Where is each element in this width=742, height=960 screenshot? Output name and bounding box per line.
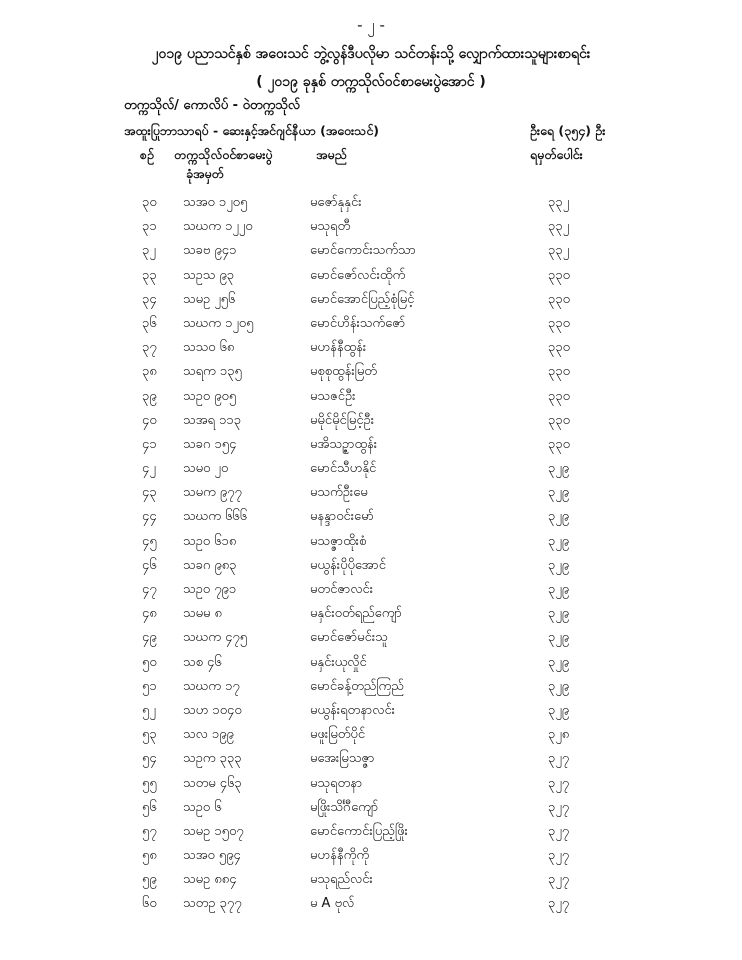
roll-number: သမဥ ၈၈၄ <box>183 872 237 888</box>
results-list <box>0 192 742 918</box>
candidate-name: မဖူးမြတ်ပိုင် <box>310 727 366 743</box>
total-score: ၃၂၉ <box>548 654 570 670</box>
roll-number: သသဝ ၆၈ <box>183 340 235 356</box>
row-number: ၄၃ <box>142 485 157 501</box>
total-score: ၃၂၉ <box>548 485 570 501</box>
column-header-roll-line2: ခုံအမှတ် <box>186 166 224 181</box>
roll-number: သရက ၁၃၅ <box>183 364 242 380</box>
roll-number: သမဝ ၂၀ <box>183 461 229 477</box>
candidate-name: မောင်ခန့်တည်ကြည် <box>310 678 404 694</box>
total-score: ၃၂၉ <box>548 702 570 718</box>
row-number: ၃၈ <box>142 364 157 380</box>
total-score: ၃၃၀ <box>548 340 570 356</box>
row-number: ၃၁ <box>142 219 157 235</box>
row-number: ၄၈ <box>142 606 157 622</box>
candidate-name: မစုစုထွန်းမြတ် <box>310 364 377 380</box>
table-row <box>0 265 742 289</box>
roll-number: သဥဝ ၆၁၈ <box>183 533 237 549</box>
roll-number: သအရ ၁၁၃ <box>183 412 242 428</box>
total-score: ၃၃၂ <box>548 219 570 235</box>
row-number: ၅၉ <box>142 872 157 888</box>
row-number: ၄၅ <box>142 533 157 549</box>
roll-number: သအဝ ၅၉၄ <box>183 848 241 864</box>
table-row <box>0 773 742 797</box>
table-row <box>0 748 742 772</box>
row-number: ၅၈ <box>142 848 157 864</box>
roll-number: သတမ ၄၆၃ <box>183 775 242 791</box>
table-row <box>0 337 742 361</box>
candidate-name: မသက်ဦးမေ <box>310 485 368 501</box>
table-row <box>0 482 742 506</box>
table-row <box>0 821 742 845</box>
roll-number: သဥဝ ၉၀၅ <box>183 388 237 404</box>
table-row <box>0 531 742 555</box>
roll-number: သစ ၄၆ <box>183 654 222 670</box>
roll-number: သဃက ၄၇၅ <box>183 630 248 646</box>
row-number: ၃၂ <box>142 243 156 259</box>
candidate-name: မဖြိုးသိင်္ဂီကျော် <box>310 799 379 815</box>
candidate-name: မဇော်နုနှင်း <box>310 195 362 210</box>
row-number: ၄၀ <box>142 412 157 428</box>
table-row <box>0 700 742 724</box>
candidate-name: မောင်ဇော်မင်းသူ <box>310 630 388 646</box>
table-row <box>0 893 742 917</box>
candidate-name: မောင်ဟိန်းသက်ဇော် <box>310 315 406 331</box>
roll-number: သဥဝ ၆ <box>183 799 222 815</box>
total-score: ၃၃၀ <box>548 412 570 428</box>
total-score: ၃၃၂ <box>548 243 570 259</box>
count-header: ဦးရေ (၃၅၄) ဦး <box>530 123 606 138</box>
total-score: ၃၂၉ <box>548 533 570 549</box>
candidate-name: မသဇ္ဇာထိုးစံ <box>310 533 367 549</box>
candidate-name: မဟန်နီကိုကို <box>310 848 370 864</box>
roll-number: သမမ ၈ <box>183 606 222 622</box>
roll-number: သဥက ၃၃၃ <box>183 751 242 767</box>
roll-number: သမက ၉၇၇ <box>183 485 242 501</box>
row-number: ၅၇ <box>142 823 157 839</box>
row-number: ၄၁ <box>142 436 157 452</box>
roll-number: သတဥ ၃၇၇ <box>183 896 242 912</box>
row-number: ၃၇ <box>142 340 157 356</box>
column-header-no: စဉ် <box>140 147 154 162</box>
candidate-name: မဟန်နီထွန်း <box>310 340 367 356</box>
row-number: ၅၀ <box>142 654 157 670</box>
roll-number: သခဂ ၁၅၄ <box>183 436 237 452</box>
candidate-name: မသုရတနာ <box>310 775 363 791</box>
total-score: ၃၂၇ <box>548 751 570 767</box>
row-number: ၄၆ <box>142 557 157 573</box>
candidate-name: မောင်ဇော်လင်းထိုက် <box>310 267 406 283</box>
total-score: ၃၂၉ <box>548 461 570 477</box>
document-subtitle: ( ၂၀၁၉ ခုနှစ် တက္ကသိုလ်ဝင်စာမေးပွဲအောင် ) <box>256 74 486 90</box>
table-row <box>0 386 742 410</box>
row-number: ၄၂ <box>142 461 156 477</box>
candidate-name: မသဇင်ဦး <box>310 388 356 404</box>
row-number: ၃၀ <box>142 195 157 210</box>
page-number: - ၂ - <box>357 16 385 34</box>
candidate-name: မအိသဉ္ဇာထွန်း <box>310 436 378 452</box>
total-score: ၃၂၇ <box>548 775 570 791</box>
row-number: ၄၉ <box>142 630 157 646</box>
table-row <box>0 361 742 385</box>
total-score: ၃၂၇ <box>548 872 570 888</box>
candidate-name: မ A ဗုလ် <box>310 896 355 912</box>
roll-number: သဃက ၁၂၂၀ <box>183 219 253 235</box>
total-score: ၃၃၀ <box>548 267 570 283</box>
roll-number: သဃက ၁၇ <box>183 678 240 694</box>
row-number: ၃၉ <box>142 388 157 404</box>
row-number: ၅၁ <box>142 678 157 694</box>
total-score: ၃၃၂ <box>548 195 570 210</box>
candidate-name: မတင်ဇာလင်း <box>310 582 374 597</box>
total-score: ၃၂၉ <box>548 582 570 597</box>
roll-number: သဃက ၆၆၆ <box>183 509 248 525</box>
roll-number: သဟ ၁၀၄၀ <box>183 702 242 718</box>
candidate-name: မနန္ဒာဝင်းမော် <box>310 509 374 525</box>
row-number: ၅၅ <box>142 775 157 791</box>
total-score: ၃၂၉ <box>548 557 570 573</box>
table-row <box>0 216 742 240</box>
row-number: ၃၆ <box>142 315 157 331</box>
total-score: ၃၃၀ <box>548 436 570 452</box>
row-number: ၃၃ <box>142 267 157 283</box>
row-number: ၄၇ <box>142 582 157 597</box>
table-row <box>0 724 742 748</box>
column-header-name: အမည် <box>316 147 347 162</box>
candidate-name: မောင်ကောင်းသက်သာ <box>310 243 416 259</box>
roll-number: သဃက ၁၂၀၅ <box>183 315 254 331</box>
column-header-roll: တက္ကသိုလ်ဝင်စာမေးပွဲ <box>174 147 273 162</box>
row-number: ၆၀ <box>142 896 157 912</box>
table-row <box>0 603 742 627</box>
row-number: ၄၄ <box>142 509 157 525</box>
document-title: ၂၀၁၉ ပညာသင်နှစ် အဝေးသင် ဘွဲ့လွန်ဒီပလိုမာ သင်တန်းသို့ လျှောက်ထားသူများစာရင်း <box>151 46 591 62</box>
roll-number: သခဗ ၉၄၁ <box>183 243 237 259</box>
specialization-header: အထူးပြုဘာသာရပ် - ဆေးနှင့်အင်ဂျင်နီယာ (အဝေးသင်) <box>124 123 379 138</box>
table-row <box>0 555 742 579</box>
roll-number: သအဝ ၁၂၀၅ <box>183 195 248 210</box>
total-score: ၃၂၉ <box>548 509 570 525</box>
candidate-name: မောင်သီဟနိုင် <box>310 461 377 477</box>
table-row <box>0 192 742 216</box>
row-number: ၅၂ <box>142 702 156 718</box>
roll-number: သဥသ ၉၃ <box>183 267 235 283</box>
table-row <box>0 240 742 264</box>
university-line: တက္ကသိုလ်/ ကောလိပ် - ဝဲတက္ကသိုလ် <box>124 98 301 113</box>
table-row <box>0 627 742 651</box>
roll-number: သလ ၁၉၉ <box>183 727 234 743</box>
roll-number: သခဂ ၉၈၃ <box>183 557 237 573</box>
roll-number: သမဥ ၂၅၆ <box>183 291 236 307</box>
candidate-name: မောင်ကောင်းပြည့်ဖြိုး <box>310 823 408 839</box>
table-row <box>0 410 742 434</box>
row-number: ၃၄ <box>142 291 157 307</box>
total-score: ၃၂၉ <box>548 630 570 646</box>
total-score: ၃၂၇ <box>548 848 570 864</box>
total-score: ၃၂၉ <box>548 678 570 694</box>
table-row <box>0 579 742 603</box>
candidate-name: မအေးမြသဇ္ဇာ <box>310 751 375 767</box>
column-header-score: ရမှတ်ပေါင်း <box>530 147 583 162</box>
table-row <box>0 289 742 313</box>
total-score: ၃၂၇ <box>548 799 570 815</box>
table-row <box>0 313 742 337</box>
table-row <box>0 869 742 893</box>
candidate-name: မယွန်းရတနာလင်း <box>310 702 395 718</box>
roll-number: သဥဝ ၇၉၁ <box>183 582 237 597</box>
total-score: ၃၃၀ <box>548 364 570 380</box>
row-number: ၅၆ <box>142 799 157 815</box>
table-row <box>0 434 742 458</box>
total-score: ၃၂၈ <box>548 727 570 743</box>
total-score: ၃၂၉ <box>548 606 570 622</box>
candidate-name: မသုရည်လင်း <box>310 872 373 888</box>
total-score: ၃၃၀ <box>548 388 570 404</box>
roll-number: သမဥ ၁၅၀၇ <box>183 823 244 839</box>
table-row <box>0 652 742 676</box>
total-score: ၃၃၀ <box>548 291 570 307</box>
table-row <box>0 797 742 821</box>
candidate-name: မသုရတီ <box>310 219 351 235</box>
table-row <box>0 676 742 700</box>
candidate-name: မောင်အောင်ပြည့်စုံမြင့် <box>310 291 415 307</box>
candidate-name: မယွန်းပိုပိုအောင် <box>310 557 386 573</box>
row-number: ၅၄ <box>142 751 157 767</box>
row-number: ၅၃ <box>142 727 157 743</box>
candidate-name: မမိုင်မိုင်မြင့်ဦး <box>310 412 375 428</box>
table-row <box>0 845 742 869</box>
total-score: ၃၃၀ <box>548 315 570 331</box>
table-row <box>0 458 742 482</box>
candidate-name: မနှင်းယုလှိုင် <box>310 654 367 670</box>
candidate-name: မနှင်းဝတ်ရည်ကျော် <box>310 606 402 622</box>
total-score: ၃၂၇ <box>548 823 570 839</box>
total-score: ၃၂၇ <box>548 896 570 912</box>
table-row <box>0 506 742 530</box>
